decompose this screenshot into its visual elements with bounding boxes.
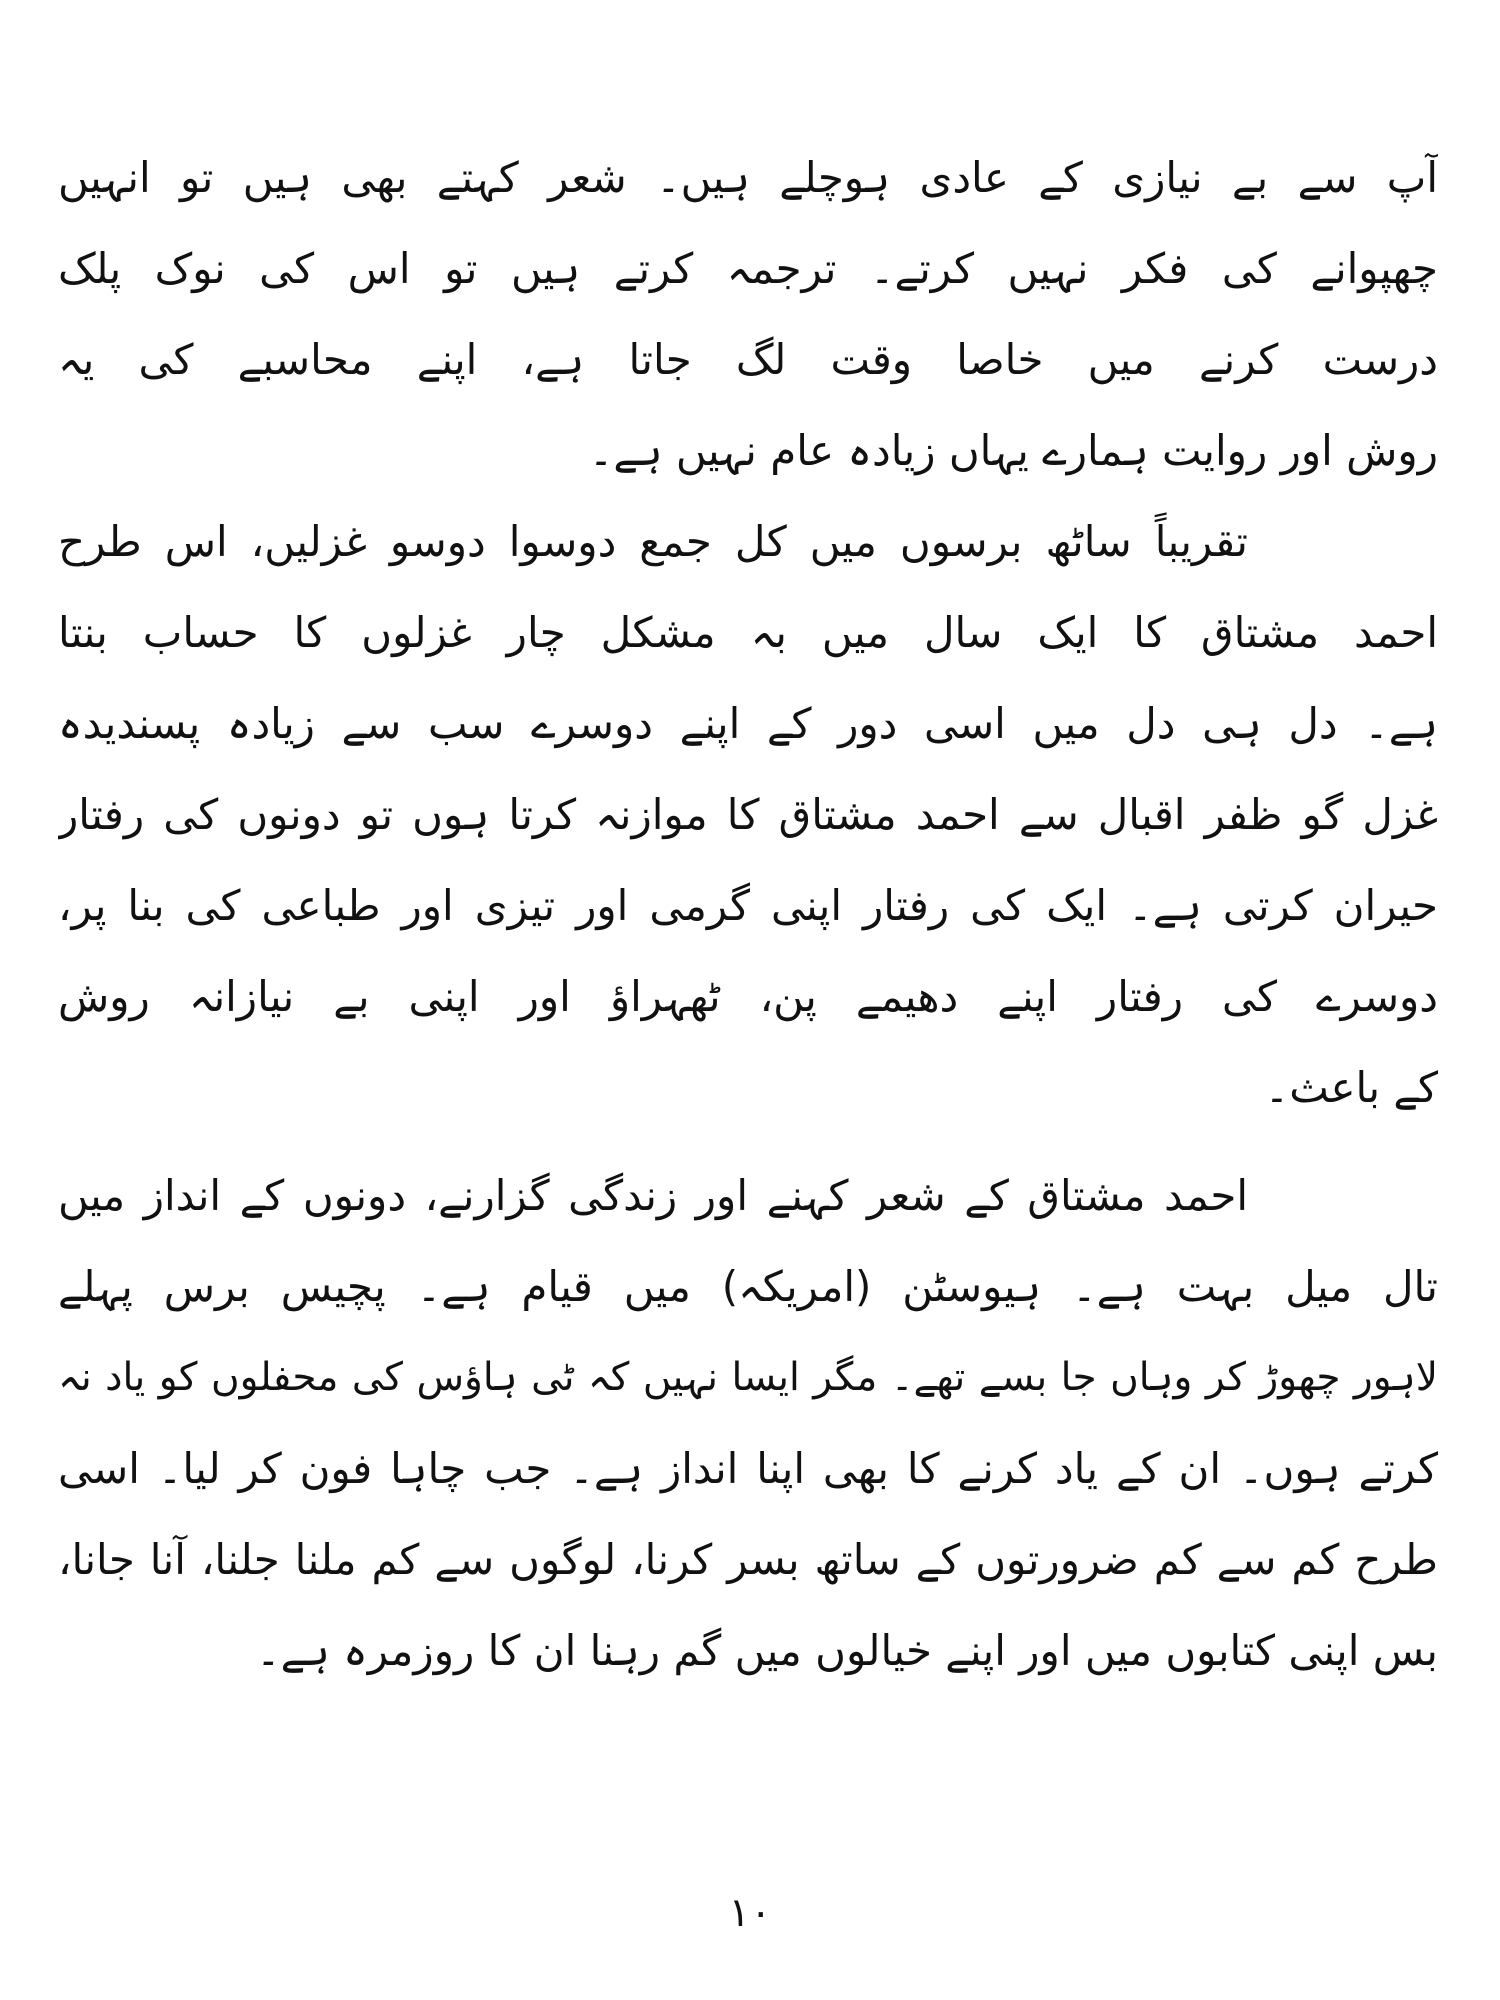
paragraph-spacer xyxy=(58,1133,1438,1150)
text-line: احمد مشتاق کے شعر کہنے اور زندگی گزارنے، دونوں کے انداز میں xyxy=(58,1171,1248,1220)
text-line: احمد مشتاق کا ایک سال میں بہ مشکل چار غزلوں کا حساب بنتا xyxy=(58,608,1438,657)
text-line: ہے۔ دل ہی دل میں اسی دور کے اپنے دوسرے سب سے زیادہ پسندیدہ xyxy=(58,699,1438,748)
text-line: لاہور چھوڑ کر وہاں جا بسے تھے۔ مگر ایسا نہیں کہ ٹی ہاؤس کی محفلوں کو یاد نہ xyxy=(58,1355,1438,1400)
text-line: کرتے ہوں۔ ان کے یاد کرنے کا بھی اپنا انداز ہے۔ جب چاہا فون کر لیا۔ اسی xyxy=(58,1444,1438,1493)
text-line: تقریباً ساٹھ برسوں میں کل جمع دوسوا دوسو غزلیں، اس طرح xyxy=(58,517,1248,566)
paragraph-3 xyxy=(58,1150,1438,1696)
text-line: طرح کم سے کم ضرورتوں کے ساتھ بسر کرنا، لوگوں سے کم ملنا جلنا، آنا جانا، xyxy=(58,1535,1438,1584)
text-line: چھپوانے کی فکر نہیں کرتے۔ ترجمہ کرتے ہیں تو اس کی نوک پلک xyxy=(58,244,1438,293)
paragraph-1 xyxy=(58,132,1438,496)
text-line: غزل گو ظفر اقبال سے احمد مشتاق کا موازنہ کرتا ہوں تو دونوں کی رفتار xyxy=(58,790,1438,839)
text-line: آپ سے بے نیازی کے عادی ہوچلے ہیں۔ شعر کہتے بھی ہیں تو انہیں xyxy=(58,153,1438,202)
text-line: حیران کرتی ہے۔ ایک کی رفتار اپنی گرمی اور تیزی اور طباعی کی بنا پر، xyxy=(58,881,1438,930)
page-number: ۱۰ xyxy=(728,1890,772,1936)
text-line: درست کرنے میں خاصا وقت لگ جاتا ہے، اپنے محاسبے کی یہ xyxy=(58,335,1438,384)
text-line: کے باعث۔ xyxy=(1264,1063,1438,1112)
paragraph-2 xyxy=(58,496,1438,1133)
text-line: روش اور روایت ہمارے یہاں زیادہ عام نہیں ہے۔ xyxy=(588,426,1438,475)
body-text xyxy=(58,132,1438,1696)
text-line: بس اپنی کتابوں میں اور اپنے خیالوں میں گم رہنا ان کا روزمرہ ہے۔ xyxy=(255,1626,1438,1675)
text-line: دوسرے کی رفتار اپنے دھیمے پن، ٹھہراؤ اور اپنی بے نیازانہ روش xyxy=(58,972,1438,1021)
text-line: تال میل بہت ہے۔ ہیوسٹن (امریکہ) میں قیام ہے۔ پچیس برس پہلے xyxy=(58,1262,1438,1311)
